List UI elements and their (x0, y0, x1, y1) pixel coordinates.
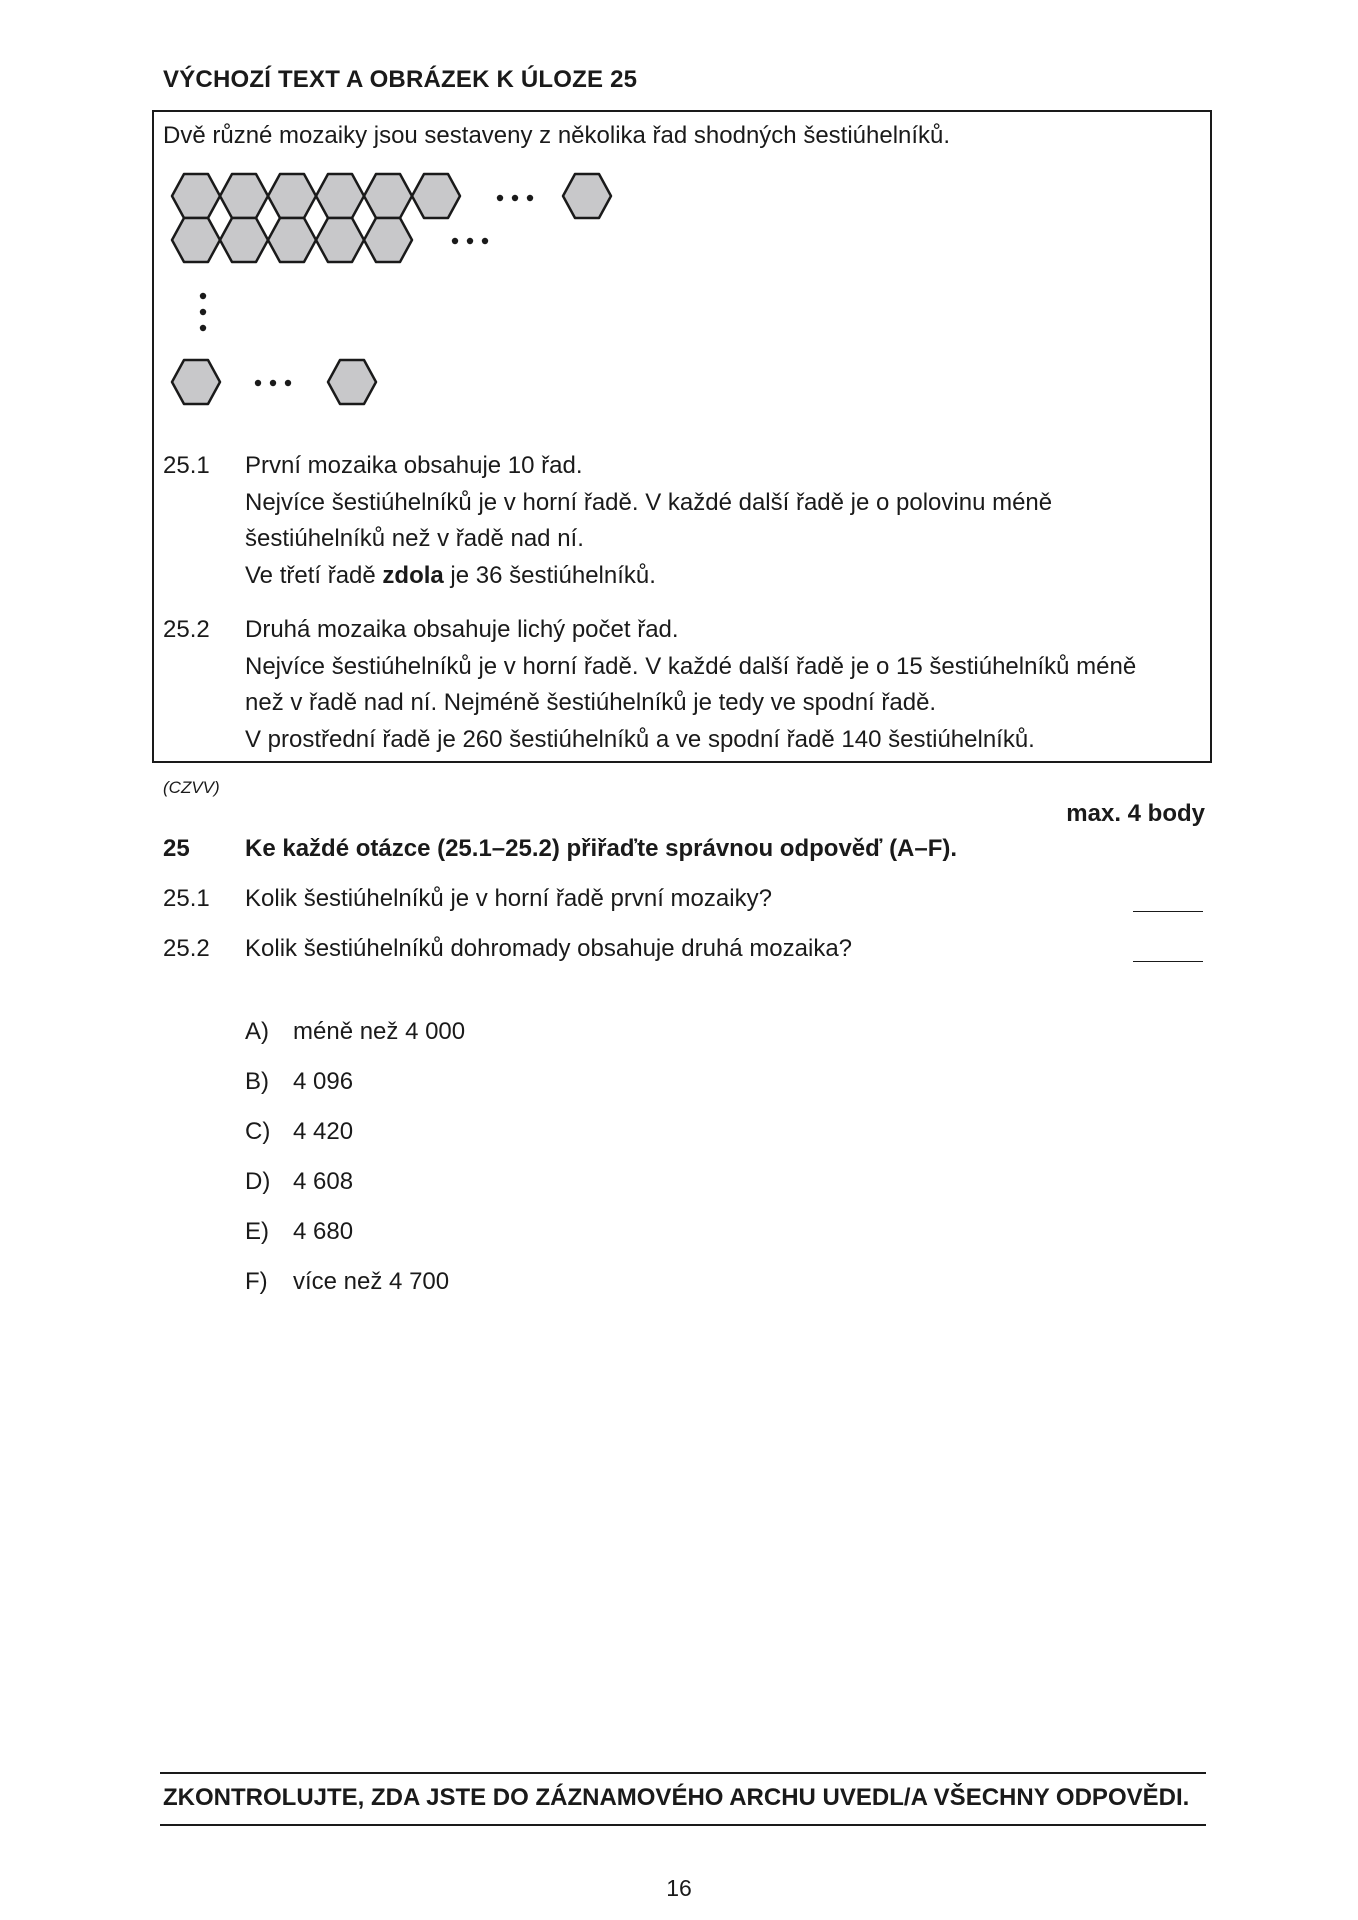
question-number: 25.1 (163, 885, 210, 912)
page-number: 16 (666, 1875, 692, 1901)
hexagon (328, 360, 376, 404)
subtask-number: 25.2 (163, 616, 210, 643)
task-number: 25 (163, 835, 190, 862)
vertical-dot (200, 293, 206, 299)
subtask-text: Ve třetí řadě (245, 561, 383, 589)
hexagon (172, 360, 220, 404)
option-value: 4 096 (293, 1068, 354, 1095)
option-letter: E) (245, 1218, 269, 1245)
hexagon (412, 174, 460, 218)
option-letter: B) (245, 1068, 269, 1095)
hexagon (268, 174, 316, 218)
subtask-line: Nejvíce šestiúhelníků je v horní řadě. V každé další řadě je o 15 šestiúhelníků méně (245, 652, 1137, 680)
hexagon (220, 218, 268, 262)
hexagon (172, 218, 220, 262)
ellipsis-dot (452, 238, 458, 244)
option-value: méně než 4 000 (293, 1018, 466, 1045)
intro-text: Dvě různé mozaiky jsou sestaveny z několika řad shodných šestiúhelníků. (163, 122, 951, 149)
question-text: Kolik šestiúhelníků dohromady obsahuje druhá mozaika? (245, 935, 853, 962)
option-letter: C) (245, 1118, 271, 1145)
subtask-text: je 36 šestiúhelníků. (443, 561, 656, 589)
hexagon (316, 218, 364, 262)
subtask-25-2 (163, 612, 1203, 762)
emphasis-text: zdola (382, 561, 444, 589)
hexagon-mosaic-figure (170, 170, 640, 415)
footer-reminder: ZKONTROLUJTE, ZDA JSTE DO ZÁZNAMOVÉHO ARCHU UVEDL/A VŠECHNY ODPOVĚDI. (163, 1784, 1190, 1811)
option-value: 4 608 (293, 1168, 354, 1195)
vertical-dot (200, 325, 206, 331)
max-points: max. 4 body (1066, 800, 1205, 827)
footer-bottom-rule (160, 1824, 1206, 1826)
option-value: více než 4 700 (293, 1268, 450, 1295)
ellipsis-dot (482, 238, 488, 244)
question-row (163, 935, 1203, 969)
ellipsis-dot (270, 380, 276, 386)
subtask-line: než v řadě nad ní. Nejméně šestiúhelníků je tedy ve spodní řadě. (245, 689, 937, 716)
answer-blank[interactable] (1133, 911, 1203, 912)
hexagon (364, 174, 412, 218)
question-row (163, 885, 1203, 919)
ellipsis-dot (497, 195, 503, 201)
source-note: (CZVV) (163, 778, 220, 797)
subtask-line: Nejvíce šestiúhelníků je v horní řadě. V každé další řadě je o polovinu méně (245, 488, 1053, 516)
footer-top-rule (160, 1772, 1206, 1774)
task-instruction: Ke každé otázce (25.1–25.2) přiřaďte správnou odpověď (A–F). (245, 835, 958, 862)
question-text: Kolik šestiúhelníků je v horní řadě první mozaiky? (245, 885, 772, 912)
option-value: 4 680 (293, 1218, 354, 1245)
ellipsis-dot (467, 238, 473, 244)
ellipsis-dot (285, 380, 291, 386)
option-letter: D) (245, 1168, 271, 1195)
subtask-line: První mozaika obsahuje 10 řad. (245, 452, 583, 479)
section-heading: VÝCHOZÍ TEXT A OBRÁZEK K ÚLOZE 25 (163, 66, 638, 93)
subtask-line: Druhá mozaika obsahuje lichý počet řad. (245, 616, 679, 643)
answer-blank[interactable] (1133, 961, 1203, 962)
subtask-line (245, 558, 1185, 595)
option-letter: A) (245, 1018, 269, 1045)
subtask-line: V prostřední řadě je 260 šestiúhelníků a ve spodní řadě 140 šestiúhelníků. (245, 725, 1035, 753)
option-value: 4 420 (293, 1118, 354, 1145)
hexagon (563, 174, 611, 218)
subtask-line: šestiúhelníků než v řadě nad ní. (245, 525, 584, 552)
option-letter: F) (245, 1268, 268, 1295)
hexagon (316, 174, 364, 218)
hexagon (172, 174, 220, 218)
hexagon (268, 218, 316, 262)
ellipsis-dot (527, 195, 533, 201)
hexagon (220, 174, 268, 218)
ellipsis-dot (255, 380, 261, 386)
subtask-25-1 (163, 448, 1203, 598)
question-number: 25.2 (163, 935, 210, 962)
ellipsis-dot (512, 195, 518, 201)
subtask-number: 25.1 (163, 452, 210, 479)
vertical-dot (200, 309, 206, 315)
hexagon (364, 218, 412, 262)
